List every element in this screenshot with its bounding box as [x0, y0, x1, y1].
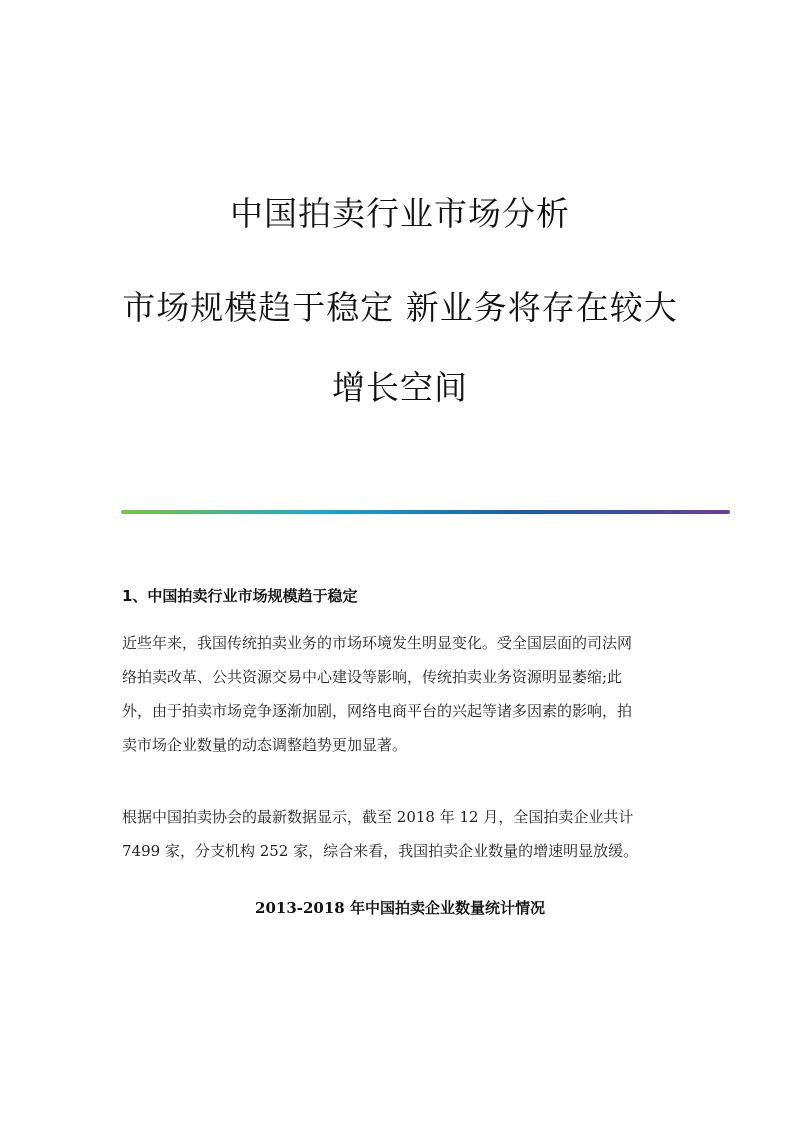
- paragraph-1-line: 外，由于拍卖市场竞争逐渐加剧，网络电商平台的兴起等诸多因素的影响，拍: [122, 702, 633, 720]
- paragraph-1-line: 卖市场企业数量的动态调整趋势更加显著。: [122, 736, 408, 754]
- document-title-line-3: 增长空间: [332, 368, 468, 407]
- paragraph-2: [122, 800, 682, 868]
- figure-caption: 2013-2018 年中国拍卖企业数量统计情况: [255, 899, 545, 917]
- paragraph-2-line: 根据中国拍卖协会的最新数据显示，截至 2018 年 12 月，全国拍卖企业共计: [122, 808, 634, 826]
- document-title-line-1: 中国拍卖行业市场分析: [230, 194, 570, 233]
- paragraph-1: [122, 626, 682, 762]
- paragraph-2-line: 7499 家，分支机构 252 家，综合来看，我国拍卖企业数量的增速明显放缓。: [122, 842, 639, 860]
- title-divider: [121, 510, 730, 514]
- document-title-line-2: 市场规模趋于稳定 新业务将存在较大: [122, 288, 678, 327]
- paragraph-1-line: 近些年来，我国传统拍卖业务的市场环境发生明显变化。受全国层面的司法网: [122, 634, 633, 652]
- section-heading: 1、中国拍卖行业市场规模趋于稳定: [122, 587, 358, 605]
- paragraph-1-line: 络拍卖改革、公共资源交易中心建设等影响，传统拍卖业务资源明显萎缩;此: [122, 668, 623, 686]
